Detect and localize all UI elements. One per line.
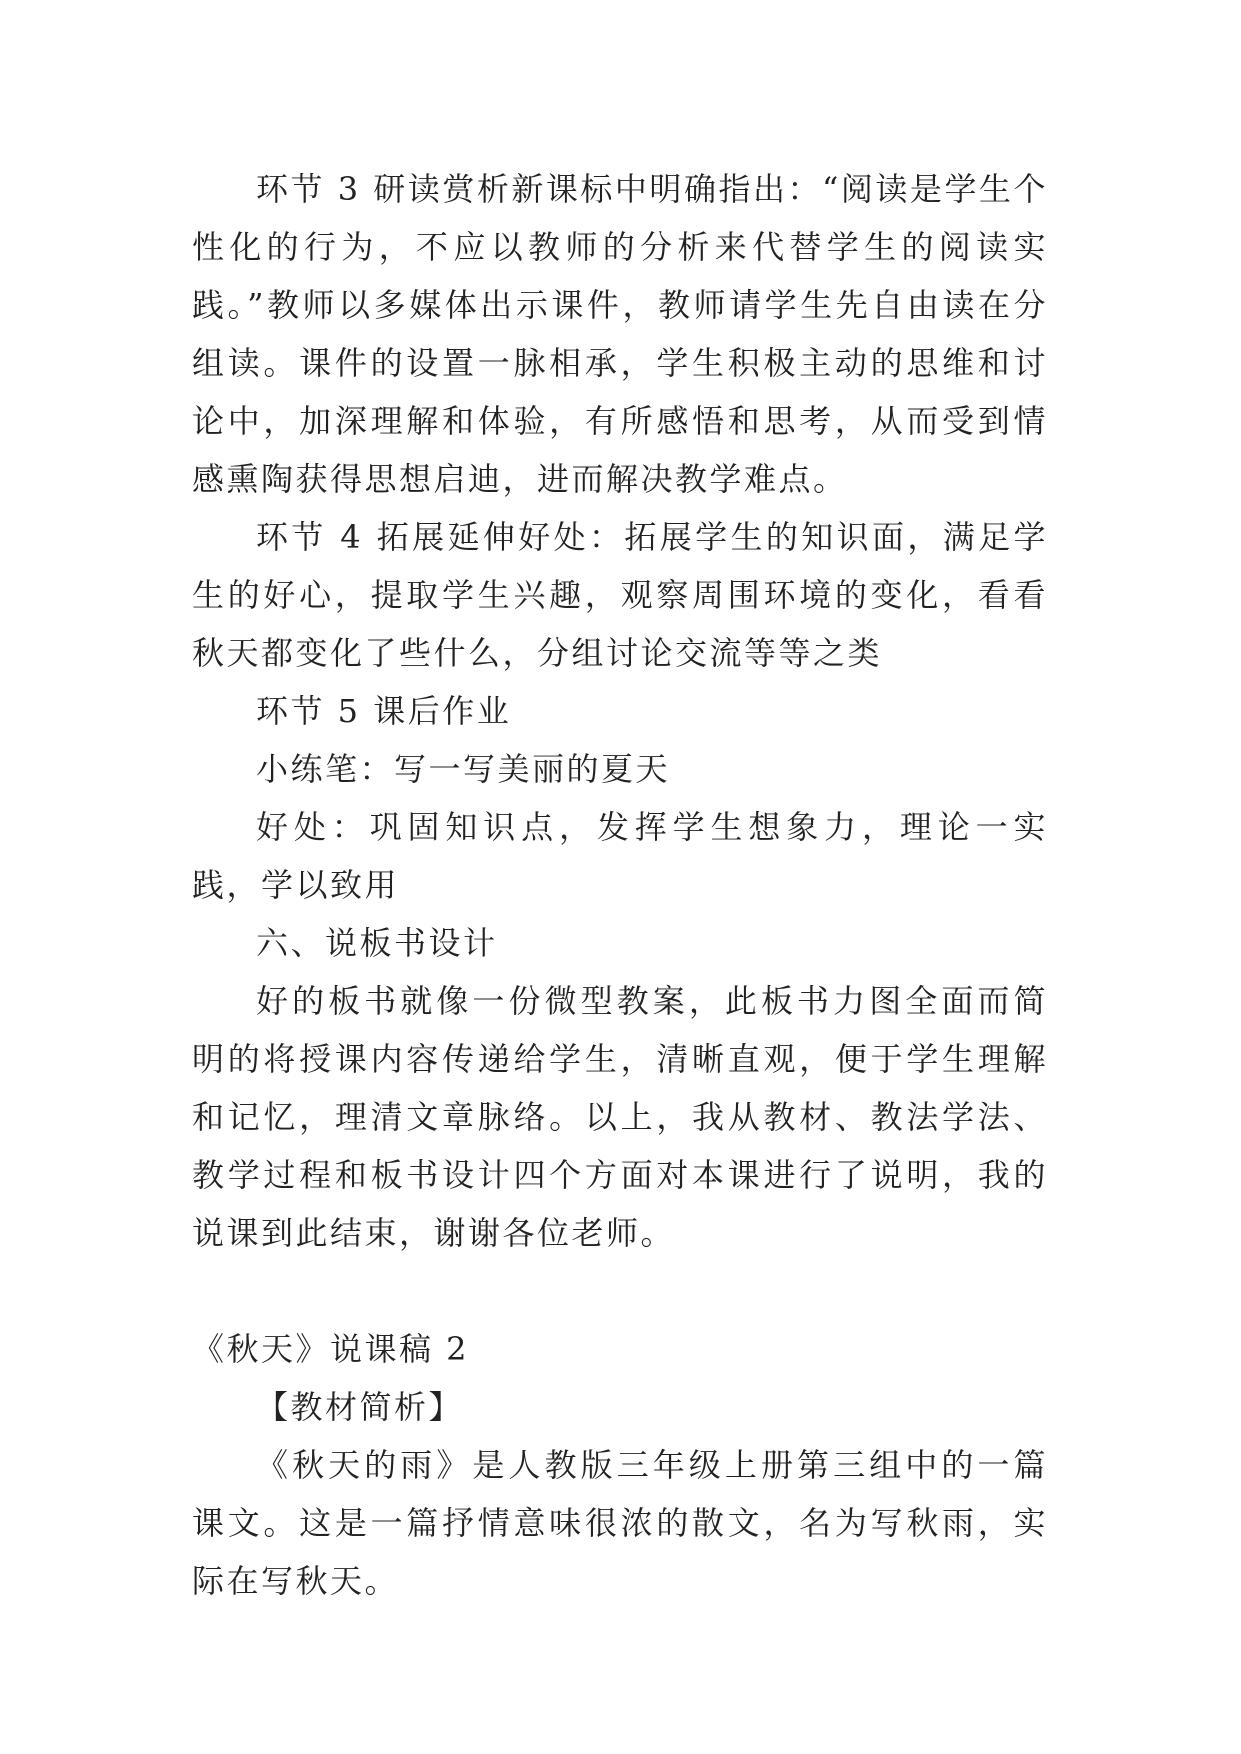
blank-line bbox=[192, 1262, 1048, 1320]
paragraph-benefit: 好处：巩固知识点，发挥学生想象力，理论一实践，学以致用 bbox=[192, 808, 1048, 904]
paragraph-step3: 环节 3 研读赏析新课标中明确指出：“阅读是学生个性化的行为，不应以教师的分析来代替学生的阅读实践。”教师以多媒体出示课件，教师请学生先自由读在分组读。课件的设置一脉相承，学生积极主动的思维和讨论中，加深理解和体验，有所感悟和思考，从而受到情感熏陶获得思想启迪，进而解决教学难点。 bbox=[192, 170, 1048, 498]
section-heading-board-design: 六、说板书设计 bbox=[256, 924, 498, 962]
paragraph-textbook-analysis: 《秋天的雨》是人教版三年级上册第三组中的一篇课文。这是一篇抒情意味很浓的散文，名为写秋雨，实际在写秋天。 bbox=[192, 1446, 1048, 1600]
paragraph-exercise: 小练笔：写一写美丽的夏天 bbox=[256, 750, 671, 788]
document-page bbox=[192, 160, 1048, 1610]
paragraph-step4: 环节 4 拓展延伸好处：拓展学生的知识面，满足学生的好心，提取学生兴趣，观察周围环境的变化，看看秋天都变化了些什么，分组讨论交流等等之类 bbox=[192, 518, 1048, 672]
paragraph-board-design: 好的板书就像一份微型教案，此板书力图全面而简明的将授课内容传递给学生，清晰直观，便于学生理解和记忆，理清文章脉络。以上，我从教材、教法学法、教学过程和板书设计四个方面对本课进行了说明，我的说课到此结束，谢谢各位老师。 bbox=[192, 982, 1048, 1252]
document-title-2: 《秋天》说课稿 2 bbox=[192, 1330, 470, 1368]
subheading-textbook-analysis: 【教材简析】 bbox=[256, 1388, 464, 1426]
paragraph-step5: 环节 5 课后作业 bbox=[256, 692, 512, 730]
